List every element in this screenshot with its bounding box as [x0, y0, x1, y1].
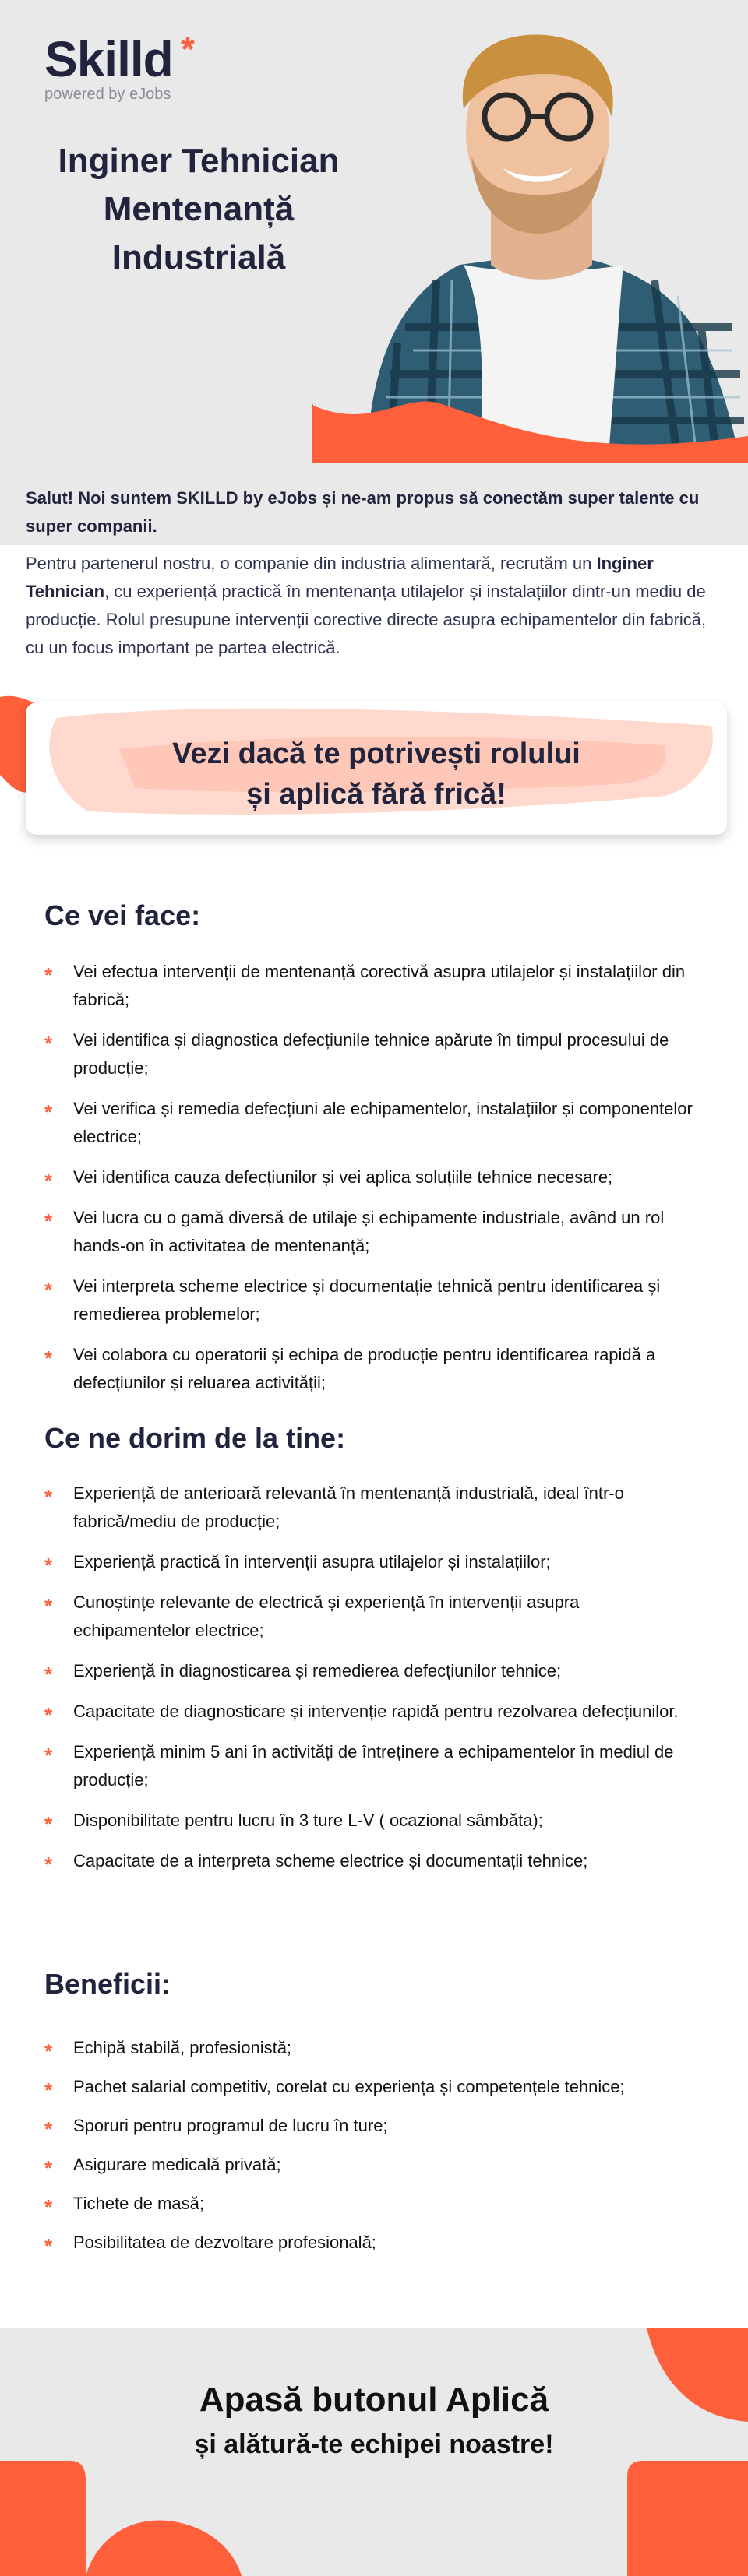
footer-title: Apasă butonul Aplică	[199, 2381, 549, 2419]
asterisk-icon: *	[44, 1554, 53, 1577]
section-title-tasks: Ce vei face:	[44, 899, 201, 931]
asterisk-icon: *	[44, 1744, 53, 1767]
list-item-text: Cunoștințe relevante de electrică și experiență în intervenții asupra echipamentelor electrice;	[73, 1592, 580, 1640]
asterisk-icon: *	[44, 2234, 53, 2258]
asterisk-icon: *	[44, 1169, 53, 1192]
asterisk-icon: *	[44, 2117, 53, 2141]
benefits-list	[44, 2034, 699, 2268]
list-item-text: Vei interpreta scheme electrice și documentație tehnică pentru identificarea și remedierea problemelor;	[73, 1276, 661, 1324]
intro-greeting: Salut! Noi suntem SKILLD by eJobs și ne-am propus să conectăm super talente cu super companii.	[26, 488, 700, 536]
list-item-text: Capacitate de diagnosticare și intervenție rapidă pentru rezolvarea defecțiunilor.	[73, 1701, 679, 1721]
list-item	[44, 1548, 699, 1576]
asterisk-icon: *	[44, 2156, 53, 2180]
list-item	[44, 1272, 699, 1328]
section-title-benefits: Beneficii:	[44, 1968, 171, 2000]
list-item-text: Sporuri pentru programul de lucru în ture;	[73, 2116, 388, 2135]
list-item	[44, 2190, 699, 2218]
list-item-text: Pachet salarial competitiv, corelat cu experiența și competențele tehnice;	[73, 2077, 625, 2096]
list-item-text: Capacitate de a interpreta scheme electrice și documentații tehnice;	[73, 1851, 588, 1870]
list-item	[44, 1026, 699, 1082]
asterisk-icon: *	[44, 1346, 53, 1370]
asterisk-icon: *	[44, 2039, 53, 2063]
footer-subtitle: și alătură-te echipei noastre!	[194, 2430, 554, 2459]
list-item-text: Experiență de anterioară relevantă în mentenanță industrială, ideal într-o fabrică/mediu de producție;	[73, 1483, 624, 1531]
list-item-text: Vei lucra cu o gamă diversă de utilaje și echipamente industriale, având un rol hands-on în activitatea de mentenanță;	[73, 1208, 665, 1255]
asterisk-icon: *	[44, 2078, 53, 2102]
asterisk-icon: *	[44, 1278, 53, 1301]
asterisk-icon: *	[44, 1594, 53, 1617]
list-item-text: Asigurare medicală privată;	[73, 2155, 281, 2174]
list-item	[44, 1204, 699, 1260]
asterisk-icon: *	[44, 1100, 53, 1124]
list-item-text: Echipă stabilă, profesionistă;	[73, 2038, 292, 2057]
list-item-text: Vei efectua intervenții de mentenanță corectivă asupra utilajelor și instalațiilor din fabrică;	[73, 962, 686, 1009]
logo-tagline: powered by eJobs	[44, 86, 171, 103]
list-item-text: Disponibilitate pentru lucru în 3 ture L-V ( ocazional sâmbăta);	[73, 1811, 543, 1830]
job-title-line: Mentenanță	[103, 190, 295, 228]
list-item	[44, 2112, 699, 2140]
list-item-text: Experiență practică în intervenții asupra utilajelor și instalațiilor;	[73, 1552, 551, 1571]
asterisk-icon: *	[44, 1812, 53, 1835]
list-item	[44, 1698, 699, 1726]
asterisk-icon: *	[44, 963, 53, 987]
list-item-text: Posibilitatea de dezvoltare profesională;	[73, 2233, 376, 2252]
list-item-text: Vei identifica și diagnostica defecțiunile tehnice apărute în timpul procesului de producție;	[73, 1030, 669, 1078]
asterisk-icon: *	[44, 2195, 53, 2219]
asterisk-icon: *	[44, 1032, 53, 1055]
list-item-text: Vei identifica cauza defecțiunilor și vei aplica soluțiile tehnice necesare;	[73, 1167, 613, 1187]
list-item	[44, 1589, 699, 1645]
asterisk-icon: *	[44, 1663, 53, 1686]
skilld-logo	[44, 29, 195, 104]
footer-cta	[0, 2328, 748, 2576]
list-item	[44, 1163, 699, 1191]
list-item	[44, 958, 699, 1014]
cta-line: și aplică fără frică!	[246, 778, 506, 811]
asterisk-icon: *	[44, 1485, 53, 1508]
list-item-text: Vei colabora cu operatorii și echipa de producție pentru identificarea rapidă a defecțiunilor și reluarea activității;	[73, 1345, 656, 1392]
intro-role-bold: Inginer Tehnician	[26, 554, 654, 601]
requirements-list	[44, 1480, 699, 1888]
hero-section	[0, 0, 748, 463]
job-title-line: Industrială	[111, 238, 286, 276]
list-item	[44, 1847, 699, 1875]
list-item	[44, 2151, 699, 2179]
list-item	[44, 1807, 699, 1835]
logo-star-icon: *	[181, 29, 195, 69]
cta-line: Vezi dacă te potrivești rolului	[172, 737, 580, 770]
tasks-list	[44, 958, 699, 1409]
asterisk-icon: *	[44, 1703, 53, 1726]
logo-wordmark: Skilld	[44, 31, 173, 87]
intro-text: Pentru partenerul nostru, o companie din industria alimentară, recrutăm un	[26, 554, 597, 573]
list-item	[44, 1480, 699, 1536]
list-item	[44, 2229, 699, 2257]
job-title-line: Inginer Tehnician	[58, 142, 340, 180]
list-item	[44, 2034, 699, 2062]
intro-description	[26, 550, 723, 662]
list-item-text: Experiență minim 5 ani în activități de întreținere a echipamentelor în mediul de producție;	[73, 1742, 674, 1789]
list-item-text: Tichete de masă;	[73, 2194, 204, 2213]
asterisk-icon: *	[44, 1853, 53, 1876]
cta-banner	[26, 702, 727, 835]
intro-text: , cu experiență practică în mentenanța utilajelor și instalațiilor dintr-un mediu de producție. Rolul presupune intervenții corective directe asupra echipamentelor din fabrică, cu un focus important pe partea electrică.	[26, 582, 707, 657]
section-title-requirements: Ce ne dorim de la tine:	[44, 1422, 346, 1454]
list-item-text: Vei verifica și remedia defecțiuni ale echipamentelor, instalațiilor și componentelor electrice;	[73, 1099, 693, 1146]
asterisk-icon: *	[44, 1209, 53, 1233]
list-item	[44, 1738, 699, 1794]
cta-text	[26, 734, 727, 815]
list-item	[44, 1095, 699, 1151]
hero-person-photo	[312, 0, 748, 463]
list-item	[44, 1341, 699, 1397]
list-item	[44, 1657, 699, 1685]
list-item	[44, 2073, 699, 2101]
list-item-text: Experiență în diagnosticarea și remedierea defecțiunilor tehnice;	[73, 1661, 562, 1680]
